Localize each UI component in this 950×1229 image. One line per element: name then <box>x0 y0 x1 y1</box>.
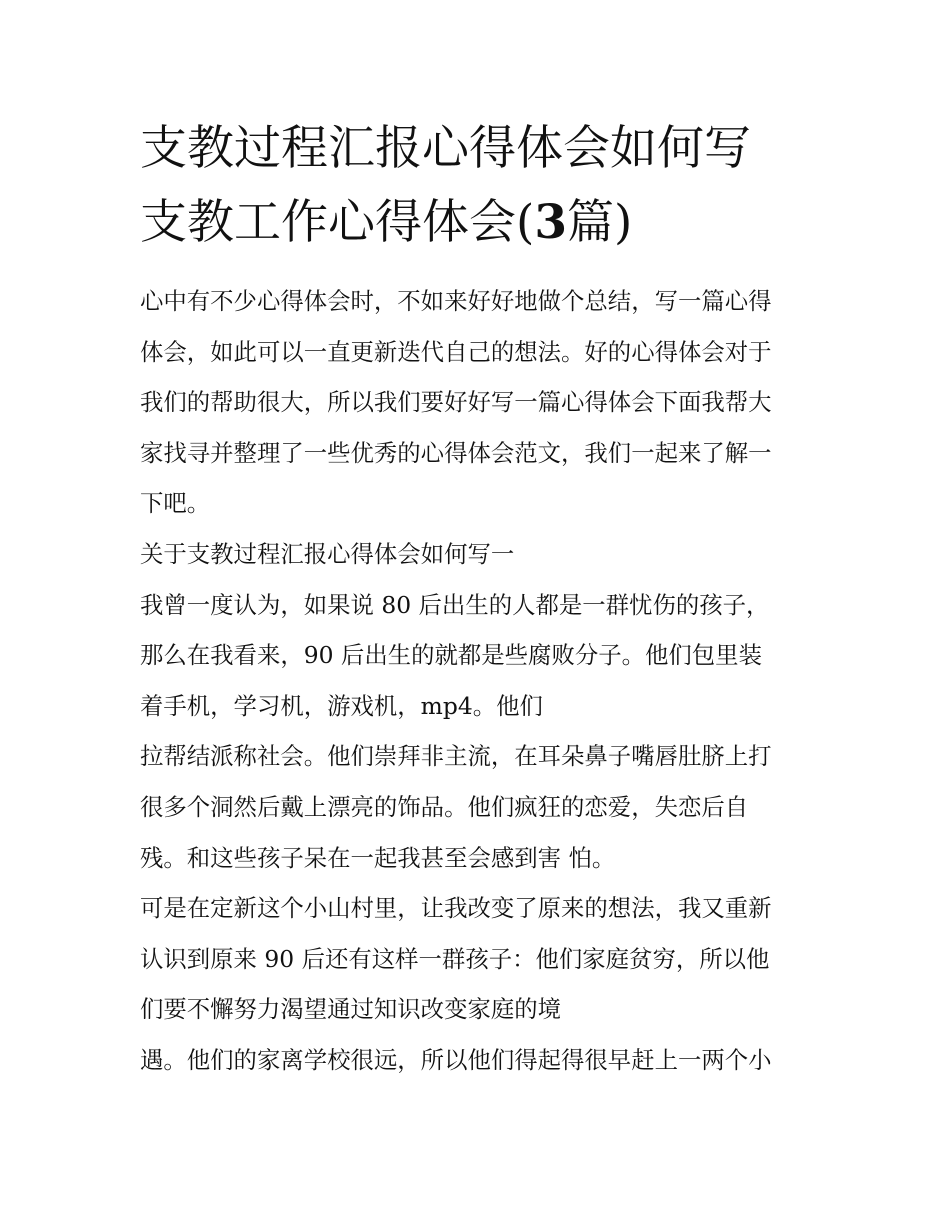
body-line: 们要不懈努力渴望通过知识改变家庭的境 <box>140 995 562 1024</box>
title-line-2-suffix: 篇) <box>567 195 633 250</box>
document-title <box>140 112 840 260</box>
body-line: 残。和这些孩子呆在一起我甚至会感到害 怕。 <box>140 843 616 872</box>
title-line-2 <box>140 186 840 260</box>
body-line: 遇。他们的家离学校很远，所以他们得起得很早赶上一两个小 <box>140 1045 772 1074</box>
body-line: 可是在定新这个小山村里，让我改变了原来的想法，我又重新 <box>140 894 772 923</box>
title-line-2-number: 3 <box>534 195 568 250</box>
body-line: 我们的帮助很大，所以我们要好好写一篇心得体会下面我帮大 <box>140 388 772 417</box>
title-line-2-prefix: 支教工作心得体会( <box>140 195 535 250</box>
body-line: 很多个洞然后戴上漂亮的饰品。他们疯狂的恋爱，失恋后自 <box>140 792 749 821</box>
section-heading: 关于支教过程汇报心得体会如何写一 <box>140 539 515 568</box>
body-line: 认识到原来 90 后还有这样一群孩子：他们家庭贫穷，所以他 <box>140 944 770 973</box>
body-line: 下吧。 <box>140 489 211 518</box>
body-line: 着手机，学习机，游戏机，mp4。他们 <box>140 691 543 720</box>
body-line: 我曾一度认为，如果说 80 后出生的人都是一群忧伤的孩子， <box>140 590 770 619</box>
body-line: 拉帮结派称社会。他们崇拜非主流，在耳朵鼻子嘴唇肚脐上打 <box>140 742 772 771</box>
body-line: 家找寻并整理了一些优秀的心得体会范文，我们一起来了解一 <box>140 438 772 467</box>
body-line: 心中有不少心得体会时，不如来好好地做个总结，写一篇心得 <box>140 287 772 315</box>
body-line: 体会，如此可以一直更新迭代自己的想法。好的心得体会对于 <box>140 337 772 366</box>
document-body <box>140 276 820 1086</box>
title-line-1: 支教过程汇报心得体会如何写 <box>140 121 751 176</box>
body-line: 那么在我看来，90 后出生的就都是些腐败分子。他们包里装 <box>140 641 762 670</box>
